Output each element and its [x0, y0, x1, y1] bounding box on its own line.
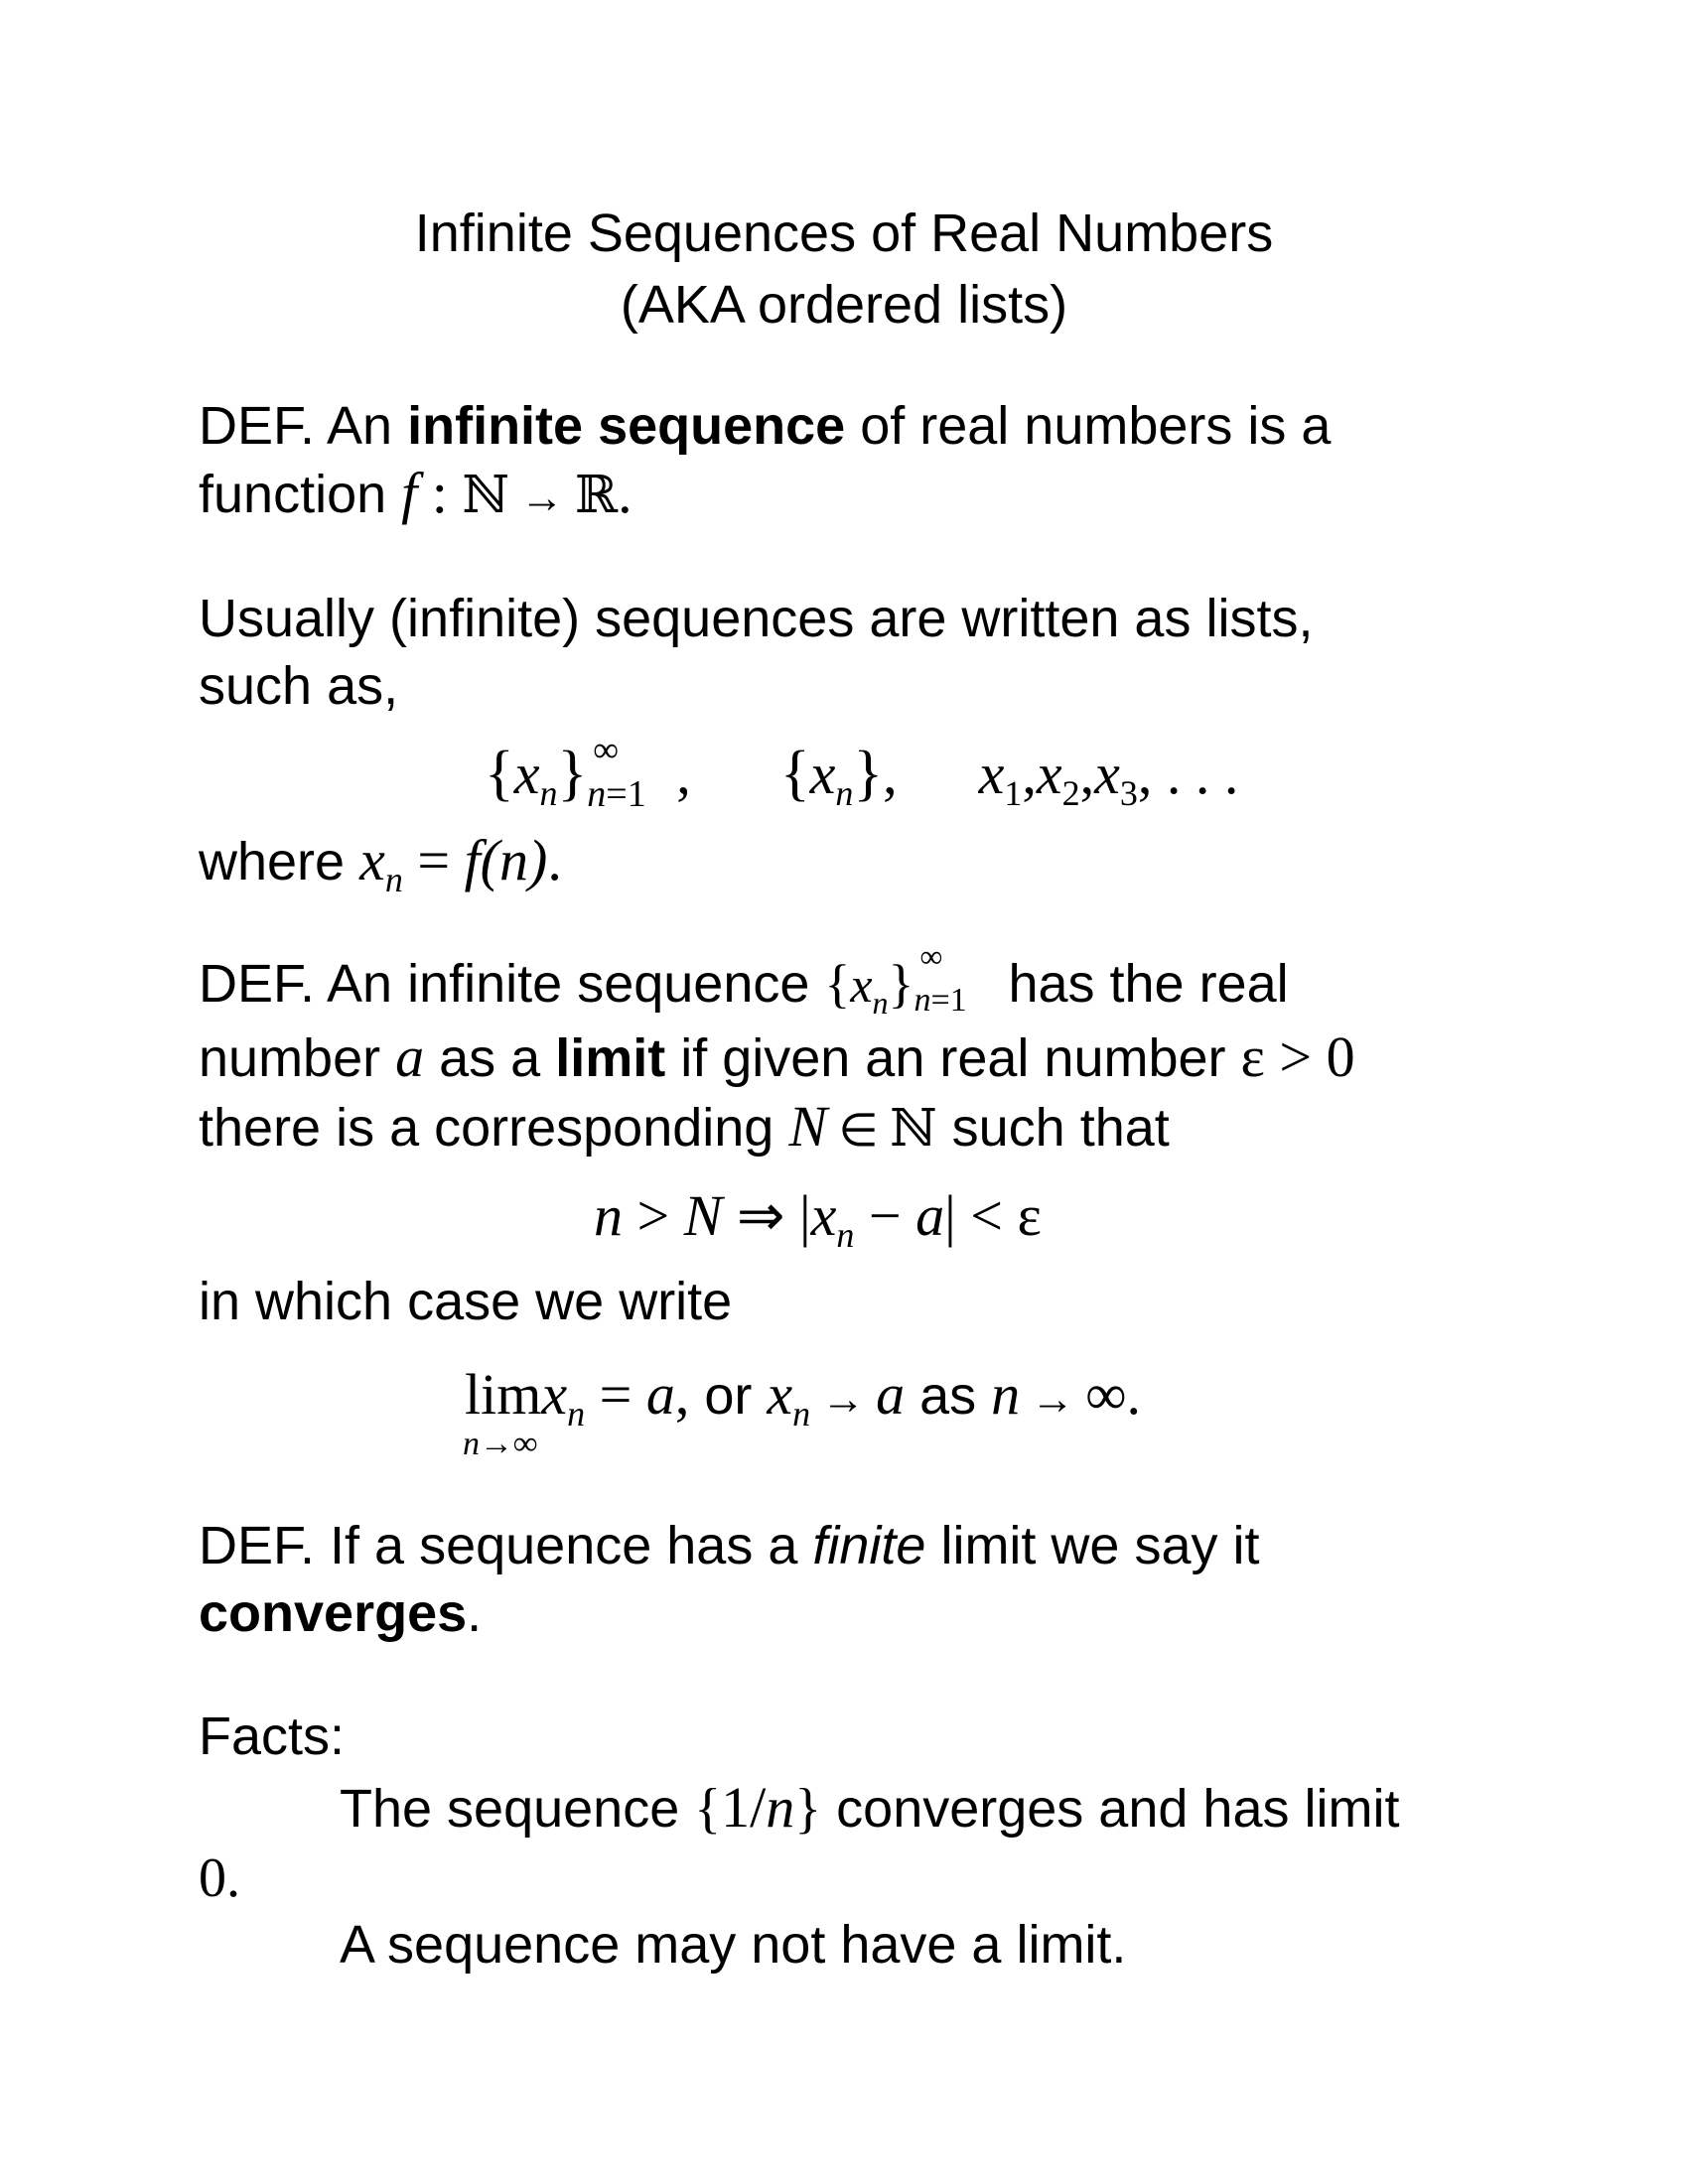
math-x3: x	[1094, 742, 1120, 806]
comma: ,	[1022, 742, 1037, 806]
comma: ,	[674, 1362, 690, 1427]
math-x: x	[513, 742, 540, 806]
math-n: n	[594, 1183, 623, 1248]
math-sub-n: n	[539, 772, 558, 813]
usually-line-1: Usually (infinite) sequences are written as lists,	[199, 589, 1314, 648]
def-limit-text: number	[199, 1028, 396, 1088]
index-eq-1: =1	[606, 772, 646, 815]
sub-2: 2	[1061, 772, 1080, 813]
def-limit-line-3	[199, 1094, 1170, 1159]
left-brace: {	[694, 1778, 722, 1840]
math-a: a	[395, 1024, 425, 1089]
period: .	[1126, 1362, 1141, 1427]
greater-than-zero: > 0	[1264, 1024, 1355, 1089]
math-f: f	[401, 461, 418, 525]
page-title-line-1: Infinite Sequences of Real Numbers	[414, 204, 1274, 263]
lim-subscript: n→∞	[463, 1426, 538, 1462]
comma: ,	[1079, 742, 1095, 806]
right-brace: }	[557, 740, 588, 807]
right-brace: }	[853, 740, 884, 807]
sub-sup-limits	[914, 937, 993, 1019]
fact-2: A sequence may not have a limit.	[340, 1915, 1127, 1975]
lim-text: lim	[465, 1362, 542, 1427]
def-converges-text: limit we say it	[925, 1516, 1260, 1575]
math-x: x	[810, 1183, 837, 1248]
as-word: as	[905, 1366, 992, 1426]
where-line	[199, 828, 562, 899]
def-converges-line-1	[199, 1516, 1260, 1575]
index-n: n	[914, 981, 931, 1019]
infinity-symbol: ∞	[593, 729, 619, 769]
def-limit-text: DEF. An infinite sequence	[199, 954, 825, 1014]
def-limit-text: has the real	[993, 954, 1289, 1014]
math-sub-n: n	[567, 1393, 586, 1433]
abs-bar-close: |	[944, 1183, 956, 1248]
period: .	[467, 1583, 483, 1643]
math-x: x	[541, 1362, 568, 1427]
epsilon-symbol: ε	[1017, 1183, 1042, 1248]
def-converges-text: DEF. If a sequence has a	[199, 1516, 813, 1575]
def-limit-text: if given an real number	[665, 1028, 1241, 1088]
math-sub-n: n	[792, 1393, 811, 1433]
comma: ,	[676, 742, 691, 806]
math-x: x	[359, 828, 385, 892]
math-sub-n: n	[835, 772, 854, 813]
def-limit-text: such that	[936, 1098, 1170, 1158]
left-brace: {	[779, 740, 810, 807]
math-x: x	[850, 957, 873, 1013]
infinity-symbol: ∞	[919, 937, 943, 974]
naturals-symbol: ℕ	[890, 1099, 937, 1159]
ellipsis: , . . .	[1137, 742, 1239, 806]
facts-heading: Facts:	[199, 1706, 346, 1766]
period: .	[618, 461, 633, 525]
math-N: N	[683, 1183, 723, 1248]
period: .	[547, 828, 562, 892]
or-word: or	[689, 1366, 768, 1426]
sub-3: 3	[1119, 772, 1138, 813]
def-limit-text: as a	[424, 1028, 556, 1088]
fact-1-text: converges and has limit	[821, 1779, 1400, 1839]
sub-1: 1	[1004, 772, 1023, 813]
math-x2: x	[1036, 742, 1062, 806]
math-f-of-n: f(n)	[464, 828, 548, 892]
math-a: a	[645, 1362, 675, 1427]
minus: −	[854, 1183, 916, 1248]
finite-word: finite	[812, 1516, 926, 1575]
index-n: n	[587, 772, 607, 815]
term-infinite-sequence: infinite sequence	[407, 396, 846, 456]
implication-formula	[594, 1183, 1042, 1255]
arrow-symbol: →	[508, 474, 575, 522]
math-colon: :	[417, 461, 463, 525]
left-brace: {	[824, 954, 851, 1014]
math-a: a	[876, 1362, 906, 1427]
one-over: 1/	[721, 1775, 767, 1840]
naturals-symbol: ℕ	[462, 466, 509, 525]
infinity-symbol: ∞	[1085, 1362, 1127, 1427]
math-a: a	[915, 1183, 945, 1248]
def-limit-line-1	[199, 937, 1289, 1021]
fact-1-wrap: 0.	[199, 1847, 240, 1909]
def-sequence-text: of real numbers is a	[845, 396, 1332, 456]
math-sub-n: n	[384, 859, 403, 899]
math-x: x	[809, 742, 836, 806]
element-of-symbol: ∈	[827, 1105, 891, 1156]
right-brace: }	[888, 954, 914, 1014]
arrow-symbol: →	[810, 1375, 877, 1424]
arrow-symbol: →	[1020, 1375, 1086, 1424]
in-which-case-line: in which case we write	[199, 1272, 733, 1331]
equals: =	[402, 828, 465, 892]
equals: =	[585, 1362, 646, 1427]
less-than: <	[955, 1183, 1018, 1248]
def-sequence-line-2	[199, 461, 633, 525]
math-n: n	[991, 1362, 1021, 1427]
math-x: x	[767, 1362, 793, 1427]
abs-bar-open: |	[799, 1183, 811, 1248]
math-n: n	[766, 1775, 795, 1840]
def-limit-text: there is a corresponding	[199, 1098, 789, 1158]
def-limit-line-2	[199, 1024, 1355, 1089]
math-x1: x	[978, 742, 1005, 806]
epsilon-symbol: ε	[1240, 1024, 1265, 1089]
limit-notation	[463, 1362, 1141, 1462]
math-N: N	[788, 1094, 828, 1159]
math-sub-n: n	[836, 1214, 855, 1255]
comma: ,	[883, 742, 898, 806]
function-word: function	[199, 465, 402, 524]
def-sequence-line-1	[199, 396, 1332, 456]
term-converges: converges	[199, 1583, 468, 1643]
right-brace: }	[794, 1778, 822, 1840]
math-sub-n: n	[872, 984, 889, 1021]
index-eq-1: =1	[930, 981, 967, 1019]
reals-symbol: ℝ	[574, 466, 619, 525]
term-limit: limit	[555, 1028, 666, 1088]
fact-1-text: The sequence	[340, 1779, 695, 1839]
usually-line-2: such as,	[199, 656, 399, 716]
lim-operator	[463, 1362, 542, 1462]
sub-sup-limits	[587, 729, 676, 815]
def-converges-line-2	[199, 1583, 483, 1643]
left-brace: {	[485, 740, 514, 807]
fact-1	[340, 1775, 1400, 1840]
page-title-line-2: (AKA ordered lists)	[620, 275, 1068, 335]
implies-symbol: ⇒	[722, 1183, 800, 1248]
greater-than: >	[623, 1183, 684, 1248]
where-word: where	[199, 832, 360, 891]
def-label: DEF. An	[199, 396, 408, 456]
sequence-notations	[485, 729, 1239, 815]
